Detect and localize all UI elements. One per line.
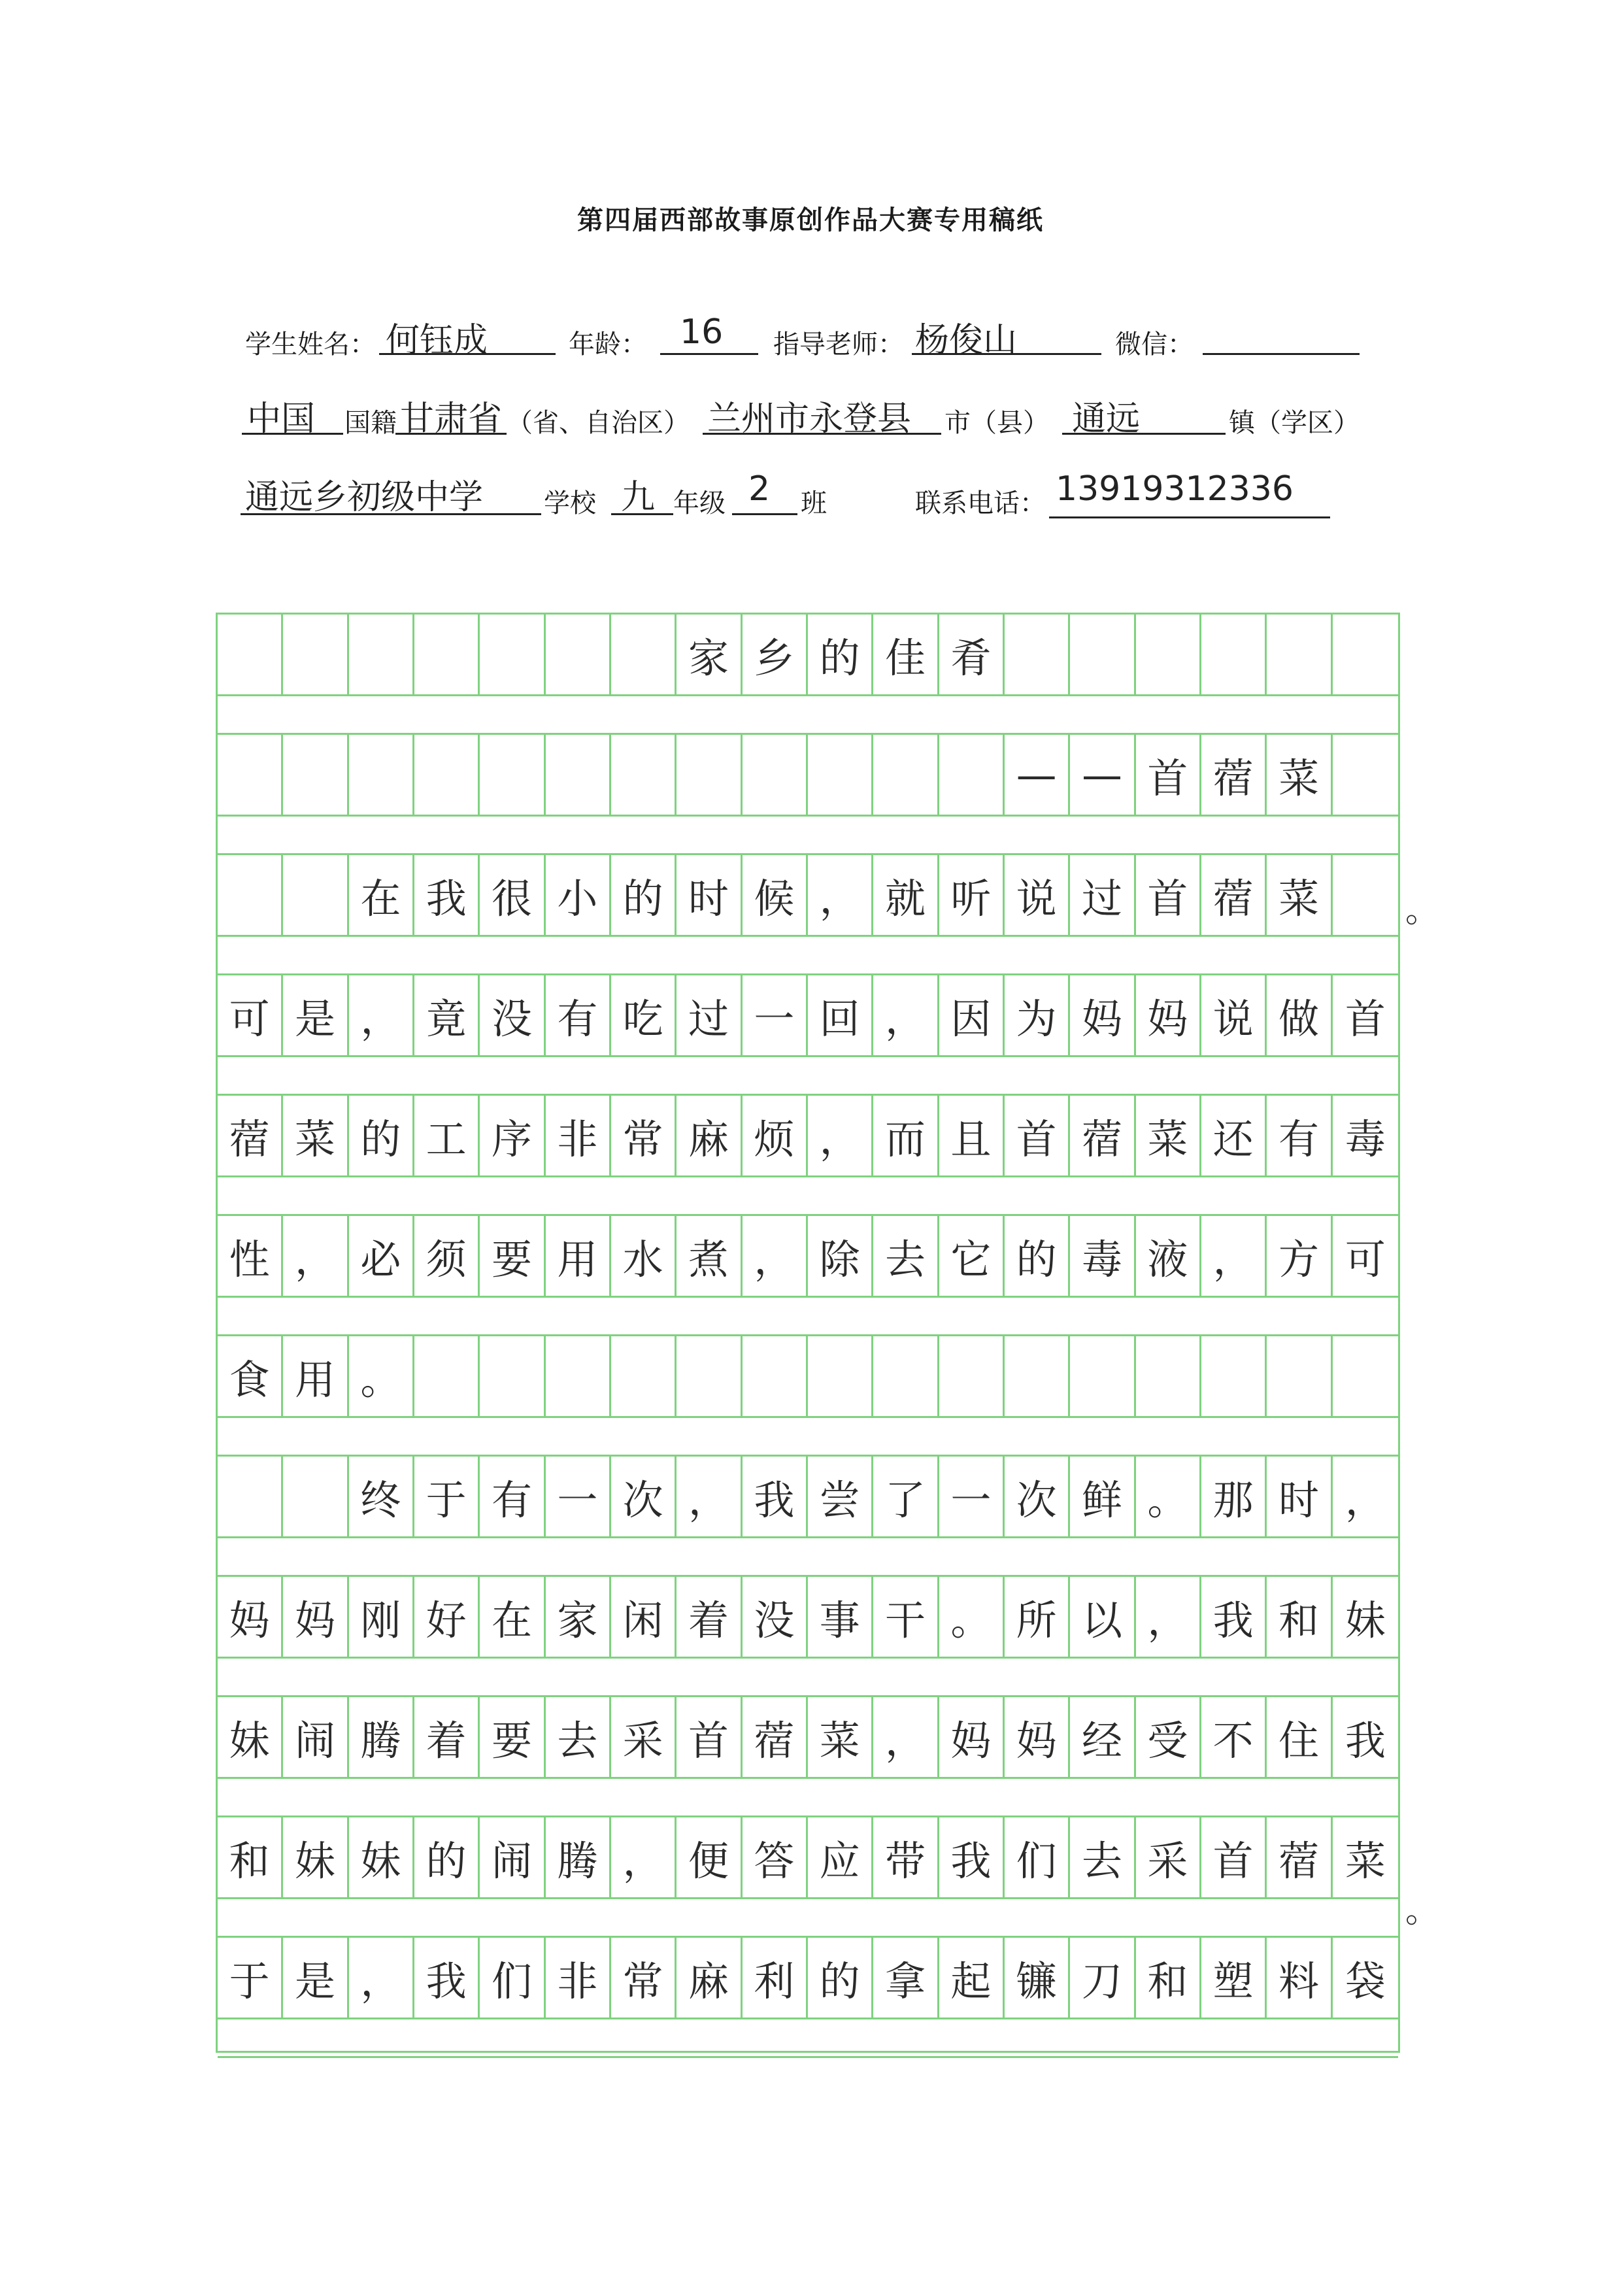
- grid-cell: 菜: [1267, 855, 1332, 935]
- grid-cell: 方: [1267, 1216, 1332, 1296]
- grid-cell: 所: [1005, 1577, 1070, 1657]
- grid-cell: 们: [1005, 1817, 1070, 1897]
- city-value: 兰州市永登县: [707, 399, 912, 439]
- grid-cell: 便: [677, 1817, 742, 1897]
- grid-cell: [218, 735, 283, 815]
- grid-cell: 着: [677, 1577, 742, 1657]
- grid-cell: 的: [808, 615, 873, 694]
- grid-cell: [283, 735, 348, 815]
- teacher-underline: [912, 353, 1101, 355]
- grid-cell: 首: [1005, 1096, 1070, 1175]
- grid-cell: 没: [480, 975, 545, 1055]
- grid-cell: 为: [1005, 975, 1070, 1055]
- grid-cell: 次: [611, 1457, 677, 1536]
- grid-cell: 回: [808, 975, 873, 1055]
- student-info-header: [0, 0, 1621, 588]
- grid-cell: 菜: [1267, 735, 1332, 815]
- grid-cell: ，: [1201, 1216, 1267, 1296]
- grid-cell: 非: [546, 1096, 611, 1175]
- grid-cell: 以: [1070, 1577, 1135, 1657]
- page-title: 第四届西部故事原创作品大赛专用稿纸: [577, 205, 1044, 235]
- grid-cell: 答: [743, 1817, 808, 1897]
- grid-spacer: [218, 1657, 1398, 1697]
- grid-cell: 我: [414, 1938, 480, 2017]
- grid-cell: [480, 735, 545, 815]
- grid-cell: 的: [611, 855, 677, 935]
- grid-cell: 菜: [808, 1697, 873, 1777]
- grid-cell: 鲜: [1070, 1457, 1135, 1536]
- grid-cell: [1005, 1336, 1070, 1416]
- grid-row: [218, 1817, 1398, 1897]
- country-underline: [242, 433, 343, 435]
- grid-cell: [808, 735, 873, 815]
- grid-cell: 是: [283, 975, 348, 1055]
- age-label: 年龄：: [569, 329, 647, 360]
- grid-row: [218, 1096, 1398, 1175]
- grid-cell: ，: [677, 1457, 742, 1536]
- province-underline: [395, 433, 507, 435]
- grid-cell: 尝: [808, 1457, 873, 1536]
- grid-cell: 麻: [677, 1938, 742, 2017]
- grid-cell: 和: [1136, 1938, 1201, 2017]
- grid-cell: 就: [873, 855, 939, 935]
- grid-cell: 常: [611, 1096, 677, 1175]
- grid-cell: 听: [939, 855, 1005, 935]
- grid-cell: 除: [808, 1216, 873, 1296]
- grid-cell: 事: [808, 1577, 873, 1657]
- grid-cell: 去: [1070, 1817, 1135, 1897]
- country-label: 国籍: [344, 408, 397, 438]
- grid-cell: 的: [808, 1938, 873, 2017]
- grade-label: 年级: [673, 488, 726, 518]
- grid-cell: 们: [480, 1938, 545, 2017]
- grid-cell: 竟: [414, 975, 480, 1055]
- grid-cell: 过: [1070, 855, 1135, 935]
- grid-cell: 蓿: [1201, 735, 1267, 815]
- grid-cell: [414, 735, 480, 815]
- name-underline: [379, 353, 556, 355]
- grid-cell: [611, 615, 677, 694]
- grid-cell: 因: [939, 975, 1005, 1055]
- grid-cell: ，: [808, 855, 873, 935]
- grid-cell: [611, 735, 677, 815]
- grid-cell: 妈: [283, 1577, 348, 1657]
- grid-cell: 镰: [1005, 1938, 1070, 2017]
- grid-cell: [349, 735, 414, 815]
- grid-cell: 首: [1201, 1817, 1267, 1897]
- grid-cell: 带: [873, 1817, 939, 1897]
- grid-cell: ，: [1345, 1476, 1386, 1524]
- grid-cell: 可: [218, 975, 283, 1055]
- grid-cell: 佳: [873, 615, 939, 694]
- grade-value: 九: [621, 478, 656, 517]
- grid-row: [218, 1336, 1398, 1416]
- grid-cell: [873, 1336, 939, 1416]
- grid-cell: [808, 1336, 873, 1416]
- grid-cell: 的: [1005, 1216, 1070, 1296]
- grid-cell: 拿: [873, 1938, 939, 2017]
- grid-cell: [1201, 1336, 1267, 1416]
- grid-cell: [939, 1336, 1005, 1416]
- grid-cell: 采: [1136, 1817, 1201, 1897]
- grid-cell: [1070, 1336, 1135, 1416]
- grid-cell: [1070, 615, 1135, 694]
- grid-cell: [414, 615, 480, 694]
- grid-cell: 闹: [283, 1697, 348, 1777]
- grid-cell: 妈: [939, 1697, 1005, 1777]
- grid-cell: 我: [1345, 1716, 1386, 1764]
- town-label: 镇（学区）: [1229, 408, 1360, 438]
- grid-cell: 吃: [611, 975, 677, 1055]
- grid-row: [218, 615, 1398, 694]
- grid-cell: 去: [873, 1216, 939, 1296]
- grid-cell: 时: [677, 855, 742, 935]
- grid-cell: 受: [1136, 1697, 1201, 1777]
- grid-cell: 妈: [1070, 975, 1135, 1055]
- grid-cell: 采: [611, 1697, 677, 1777]
- grid-cell: [1333, 735, 1398, 815]
- grid-cell: [939, 735, 1005, 815]
- grid-cell: 首: [1136, 735, 1201, 815]
- grid-cell: 妹: [283, 1817, 348, 1897]
- grid-cell: [1136, 615, 1201, 694]
- grid-cell: [218, 1457, 283, 1536]
- grid-cell: 蓿: [1201, 855, 1267, 935]
- grid-cell: 常: [611, 1938, 677, 2017]
- overflow-punct-row11: 。: [1405, 1891, 1440, 1931]
- school-label: 学校: [544, 488, 596, 518]
- grid-cell: 首: [1345, 994, 1386, 1043]
- grid-cell: 妈: [218, 1577, 283, 1657]
- grid-spacer: [218, 1777, 1398, 1817]
- grid-cell: 干: [873, 1577, 939, 1657]
- grid-spacer: [218, 1416, 1398, 1457]
- grid-cell: [677, 735, 742, 815]
- grid-cell: 的: [414, 1817, 480, 1897]
- school-value: 通远乡初级中学: [245, 478, 484, 517]
- grid-cell: 序: [480, 1096, 545, 1175]
- grid-cell: 在: [480, 1577, 545, 1657]
- grid-spacer: [218, 1536, 1398, 1577]
- grid-cell: 蓿: [1070, 1096, 1135, 1175]
- town-underline: [1062, 433, 1226, 435]
- grid-cell: 我: [939, 1817, 1005, 1897]
- grid-cell: 妹: [349, 1817, 414, 1897]
- grid-cell: ，: [873, 1697, 939, 1777]
- grid-cell: 麻: [677, 1096, 742, 1175]
- grid-cell: [218, 855, 283, 935]
- grid-cell: [480, 615, 545, 694]
- grid-cell: 经: [1070, 1697, 1135, 1777]
- grid-cell: 很: [480, 855, 545, 935]
- grid-row: [218, 1577, 1398, 1657]
- grid-row: [218, 1938, 1398, 2017]
- grid-spacer: [218, 935, 1398, 975]
- grid-cell: 菜: [283, 1096, 348, 1175]
- grid-cell: 。: [349, 1336, 414, 1416]
- grid-cell: [546, 615, 611, 694]
- grid-cell: [218, 615, 283, 694]
- grid-cell: 且: [939, 1096, 1005, 1175]
- class-value: 2: [748, 469, 771, 509]
- grid-cell: [283, 615, 348, 694]
- grid-spacer: [218, 1055, 1398, 1096]
- class-label: 班: [801, 488, 827, 518]
- grid-cell: [1005, 615, 1070, 694]
- grid-cell: —: [1005, 735, 1070, 815]
- grid-row: [218, 975, 1398, 1055]
- grid-cell: 一: [939, 1457, 1005, 1536]
- grid-cell: 家: [677, 615, 742, 694]
- grid-cell: 工: [414, 1096, 480, 1175]
- grid-cell: 的: [349, 1096, 414, 1175]
- city-underline: [703, 433, 941, 435]
- wechat-label: 微信：: [1115, 329, 1194, 360]
- grid-cell: [743, 735, 808, 815]
- grid-cell: 我: [414, 855, 480, 935]
- grid-cell: 终: [349, 1457, 414, 1536]
- grid-cell: 料: [1267, 1938, 1332, 2017]
- grid-cell: —: [1070, 735, 1135, 815]
- grid-cell: [873, 735, 939, 815]
- grid-cell: 有: [480, 1457, 545, 1536]
- grid-cell: 刀: [1070, 1938, 1135, 2017]
- grid-cell: 妈: [1005, 1697, 1070, 1777]
- grid-cell: 而: [873, 1096, 939, 1175]
- grid-cell: ，: [808, 1096, 873, 1175]
- grid-cell: 时: [1267, 1457, 1332, 1536]
- grid-spacer: [218, 2017, 1398, 2058]
- grid-cell: 煮: [677, 1216, 742, 1296]
- grid-row: [218, 735, 1398, 815]
- grid-cell: 那: [1201, 1457, 1267, 1536]
- grid-cell: [611, 1336, 677, 1416]
- grid-cell: 蓿: [218, 1096, 283, 1175]
- grid-cell: 菜: [1345, 1836, 1386, 1885]
- grid-cell: 用: [546, 1216, 611, 1296]
- grid-cell: [349, 615, 414, 694]
- grid-cell: 须: [414, 1216, 480, 1296]
- grid-cell: 和: [218, 1817, 283, 1897]
- grid-cell: [283, 855, 348, 935]
- grid-cell: 首: [1136, 855, 1201, 935]
- grid-cell: 性: [218, 1216, 283, 1296]
- class-underline: [732, 513, 797, 515]
- age-underline: [660, 353, 758, 355]
- grid-cell: [480, 1336, 545, 1416]
- grid-cell: 是: [283, 1938, 348, 2017]
- grid-cell: 袋: [1345, 1957, 1386, 2005]
- grid-cell: 。: [1136, 1457, 1201, 1536]
- grid-cell: ，: [873, 975, 939, 1055]
- grid-cell: [1333, 855, 1398, 935]
- wechat-underline: [1203, 353, 1360, 355]
- grid-cell: 不: [1201, 1697, 1267, 1777]
- town-value: 通远: [1072, 399, 1141, 439]
- teacher-label: 指导老师：: [773, 329, 904, 360]
- name-label: 学生姓名：: [245, 329, 376, 360]
- grid-cell: ，: [1136, 1577, 1201, 1657]
- grid-cell: 说: [1005, 855, 1070, 935]
- grid-cell: 着: [414, 1697, 480, 1777]
- grid-cell: 一: [743, 975, 808, 1055]
- grid-cell: 毒: [1070, 1216, 1135, 1296]
- school-underline: [241, 513, 541, 515]
- grid-cell: [1333, 1336, 1398, 1416]
- age-value: 16: [680, 312, 724, 352]
- grid-cell: 水: [611, 1216, 677, 1296]
- grid-cell: 去: [546, 1697, 611, 1777]
- grid-cell: 肴: [939, 615, 1005, 694]
- grid-cell: [414, 1336, 480, 1416]
- phone-label: 联系电话：: [915, 488, 1046, 518]
- grid-cell: 还: [1201, 1096, 1267, 1175]
- grid-cell: 我: [1201, 1577, 1267, 1657]
- grid-cell: 做: [1267, 975, 1332, 1055]
- overflow-punct-row3: 。: [1405, 891, 1440, 930]
- grid-cell: ，: [349, 975, 414, 1055]
- grid-cell: [283, 1457, 348, 1536]
- grid-cell: [1136, 1336, 1201, 1416]
- grid-cell: ，: [349, 1938, 414, 2017]
- grid-cell: [677, 1336, 742, 1416]
- grid-cell: [546, 1336, 611, 1416]
- grid-cell: 候: [743, 855, 808, 935]
- grid-cell: 必: [349, 1216, 414, 1296]
- grid-cell: 闲: [611, 1577, 677, 1657]
- grid-cell: 蓿: [743, 1697, 808, 1777]
- grid-cell: 利: [743, 1938, 808, 2017]
- manuscript-grid: [216, 613, 1400, 2053]
- grid-cell: 过: [677, 975, 742, 1055]
- grid-cell: 于: [414, 1457, 480, 1536]
- grid-cell: 液: [1136, 1216, 1201, 1296]
- grid-cell: 了: [873, 1457, 939, 1536]
- grid-spacer: [218, 815, 1398, 855]
- grid-cell: 毒: [1345, 1115, 1386, 1163]
- grid-spacer: [218, 1897, 1398, 1938]
- teacher-value: 杨俊山: [915, 321, 1018, 360]
- grid-cell: 腾: [349, 1697, 414, 1777]
- grid-cell: 家: [546, 1577, 611, 1657]
- grid-cell: [743, 1336, 808, 1416]
- grid-cell: 没: [743, 1577, 808, 1657]
- grid-row: [218, 1457, 1398, 1536]
- grid-spacer: [218, 1296, 1398, 1336]
- province-label: （省、自治区）: [507, 408, 690, 438]
- grid-cell: 好: [414, 1577, 480, 1657]
- grid-cell: 烦: [743, 1096, 808, 1175]
- grid-cell: 。: [939, 1577, 1005, 1657]
- grid-cell: 菜: [1136, 1096, 1201, 1175]
- grid-cell: ，: [743, 1216, 808, 1296]
- grid-cell: 闹: [480, 1817, 545, 1897]
- grid-cell: 于: [218, 1938, 283, 2017]
- city-label: 市（县）: [944, 408, 1049, 438]
- grid-cell: 我: [743, 1457, 808, 1536]
- country-value: 中国: [247, 399, 316, 439]
- grid-row: [218, 1216, 1398, 1296]
- grid-cell: 刚: [349, 1577, 414, 1657]
- grid-cell: [546, 735, 611, 815]
- grid-row: [218, 855, 1398, 935]
- grid-cell: 和: [1267, 1577, 1332, 1657]
- phone-underline: [1049, 516, 1330, 518]
- grid-cell: [1267, 615, 1332, 694]
- grid-cell: 有: [1267, 1096, 1332, 1175]
- grid-cell: 起: [939, 1938, 1005, 2017]
- grid-cell: 妈: [1136, 975, 1201, 1055]
- grid-cell: 非: [546, 1938, 611, 2017]
- grid-row: [218, 1697, 1398, 1777]
- grid-cell: ，: [611, 1817, 677, 1897]
- grid-cell: 它: [939, 1216, 1005, 1296]
- grid-cell: 乡: [743, 615, 808, 694]
- grid-cell: [1267, 1336, 1332, 1416]
- grid-cell: 可: [1345, 1235, 1386, 1283]
- grid-cell: 在: [349, 855, 414, 935]
- grid-cell: 要: [480, 1697, 545, 1777]
- grid-cell: 小: [546, 855, 611, 935]
- grid-cell: 腾: [546, 1817, 611, 1897]
- grid-spacer: [218, 694, 1398, 735]
- province-value: 甘肃省: [400, 399, 503, 439]
- grid-cell: 说: [1201, 975, 1267, 1055]
- grid-cell: 应: [808, 1817, 873, 1897]
- grid-cell: ，: [283, 1216, 348, 1296]
- grid-cell: [1201, 615, 1267, 694]
- grid-cell: 塑: [1201, 1938, 1267, 2017]
- phone-value: 13919312336: [1056, 469, 1294, 509]
- name-value: 何钰成: [386, 321, 488, 360]
- grid-cell: 食: [218, 1336, 283, 1416]
- grade-underline: [611, 513, 673, 515]
- grid-cell: 妹: [1345, 1596, 1386, 1644]
- grid-cell: 要: [480, 1216, 545, 1296]
- grid-cell: 住: [1267, 1697, 1332, 1777]
- grid-cell: 首: [677, 1697, 742, 1777]
- grid-cell: 妹: [218, 1697, 283, 1777]
- grid-cell: 蓿: [1267, 1817, 1332, 1897]
- grid-cell: 次: [1005, 1457, 1070, 1536]
- grid-cell: 用: [283, 1336, 348, 1416]
- grid-cell: [1333, 615, 1398, 694]
- grid-cell: 一: [546, 1457, 611, 1536]
- grid-cell: 有: [546, 975, 611, 1055]
- grid-spacer: [218, 1175, 1398, 1216]
